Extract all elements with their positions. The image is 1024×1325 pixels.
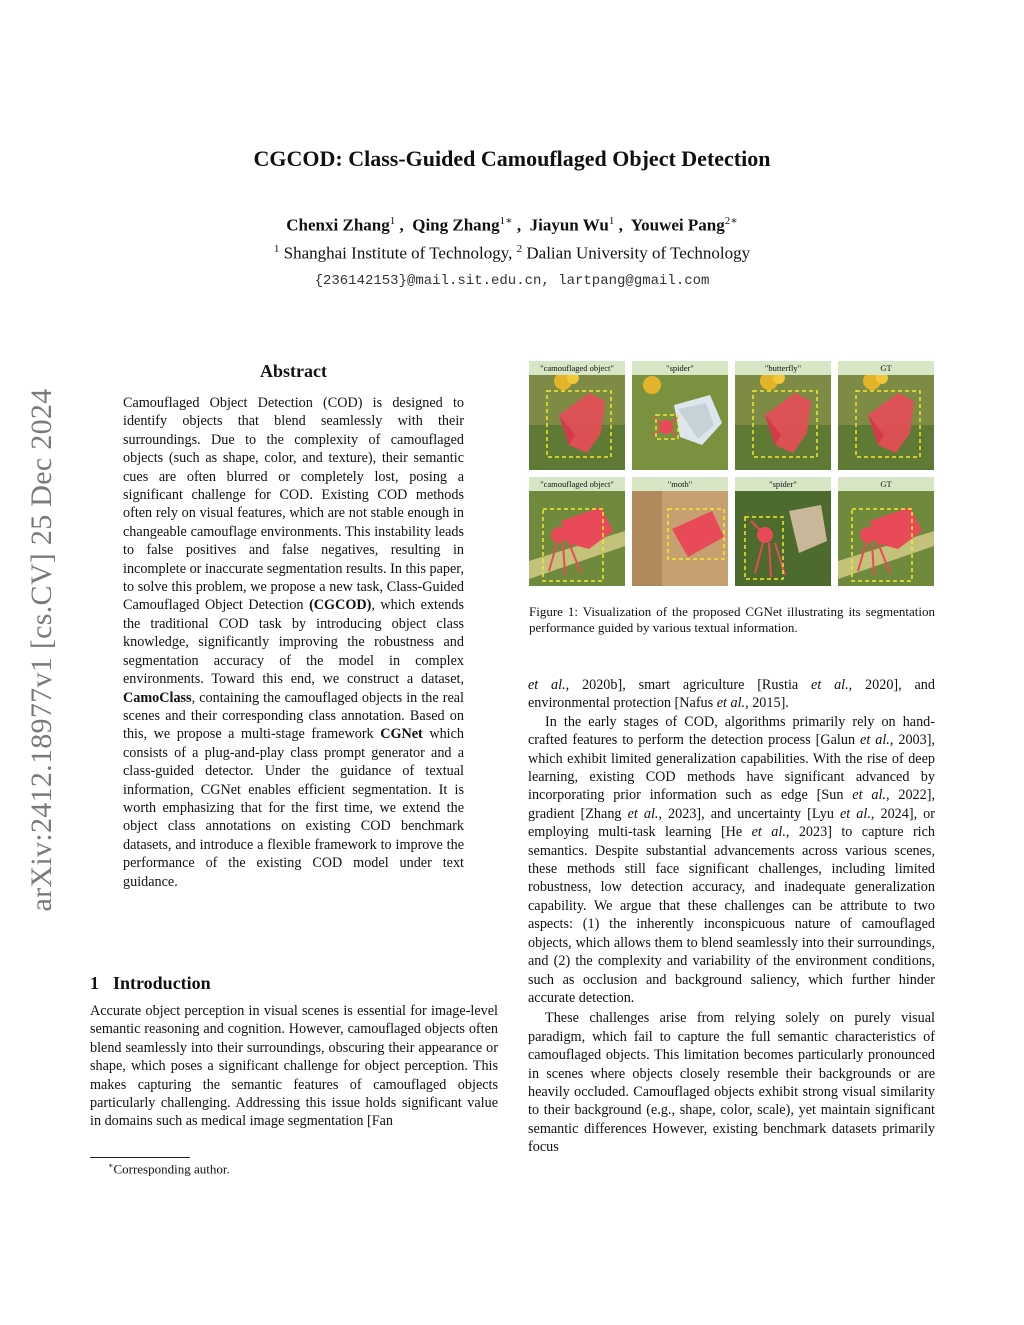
- author-emails: {236142153}@mail.sit.edu.cn, lartpang@gmail.com: [314, 273, 710, 289]
- footnote-text: Corresponding author.: [113, 1161, 230, 1177]
- method-name: CGNet: [380, 726, 423, 743]
- affiliations: [0, 243, 1024, 264]
- author-name: Chenxi Zhang: [286, 215, 390, 235]
- moth-mask-image: [632, 491, 728, 586]
- figure-panel: [838, 477, 934, 586]
- panel-label: GT: [838, 361, 934, 375]
- arxiv-identifier: arXiv:2412.18977v1 [cs.CV] 25 Dec 2024: [25, 388, 58, 912]
- task-name: (CGCOD): [309, 597, 372, 614]
- figure-panel: [529, 361, 625, 470]
- panel-label: GT: [838, 477, 934, 491]
- section-title: Introduction: [113, 973, 211, 993]
- author-affiliation-mark: 1∗: [499, 215, 513, 227]
- paragraph: In the early stages of COD, algorithms primarily rely on hand-crafted features to perform the detection process [Galun et al., 2003], which exhibit limited generalization capabilities. With the rise of deep learning, existing COD methods have significant advanced by incorporating prior information such as edge [Sun et al., 2022], gradient [Zhang et al., 2023], and uncertainty [Lyu et al., 2024], or employing multi-task learning [He et al., 2023] to capture rich semantics. Despite substantial advancements across various scenes, these methods still face significant challenges, including limited robustness, low detection accuracy, and inadequate generalization capability. We argue that these challenges can be attribute to two aspects: (1) the inherently inconspicuous nature of camouflaged objects, which allows them to blend seamlessly into their surroundings, and (2) the complexity and variability of the environment conditions, such as occlusion and background saliency, which further hinder accurate detection.: [528, 713, 936, 1006]
- figure-panel: [735, 361, 831, 470]
- panel-label: "camouflaged object": [529, 361, 625, 375]
- panel-label: "camouflaged object": [529, 477, 625, 491]
- affiliation-mark: 1: [273, 243, 280, 255]
- panel-label: "spider": [735, 477, 831, 491]
- section-heading-introduction: [90, 973, 211, 994]
- footnote-mark: ∗: [108, 1161, 114, 1170]
- figure-panel: [735, 477, 831, 586]
- footnote: [90, 1161, 230, 1177]
- panel-label: "spider": [632, 361, 728, 375]
- affiliation-name: Shanghai Institute of Technology,: [283, 243, 513, 263]
- moth-mask-image: [529, 491, 625, 586]
- spider-mask-image: [632, 375, 728, 470]
- dataset-name: CamoClass: [123, 689, 192, 706]
- author-affiliation-mark: 1: [389, 215, 396, 227]
- abstract-heading: Abstract: [260, 361, 327, 381]
- figure-panel: [632, 477, 728, 586]
- affiliation-mark: 2: [516, 243, 523, 255]
- figure-panel: [529, 477, 625, 586]
- panel-label: "butterfly": [735, 361, 831, 375]
- ground-truth-image: [838, 375, 934, 470]
- figure-1: [529, 361, 935, 591]
- right-column-text: [528, 676, 935, 1157]
- author-list: Chenxi Zhang$^1$ , Qing Zhang$^{1∗}$ , Jiayun Wu$^1$ , Youwei Pang$^{2∗}$: [286, 215, 738, 235]
- ground-truth-image: [838, 491, 934, 586]
- spider-mask-image: [735, 491, 831, 586]
- figure-caption: Figure 1: Visualization of the proposed CGNet illustrating its segmentation performance guided by various textual information.: [529, 604, 935, 635]
- affiliation-name: Dalian University of Technology: [526, 243, 751, 263]
- author-affiliation-mark: 2∗: [724, 215, 738, 227]
- butterfly-mask-image: [735, 375, 831, 470]
- author-name: Youwei Pang: [630, 215, 725, 235]
- paragraph: et al., 2020b], smart agriculture [Rustia et al., 2020], and environmental protection [Nafus et al., 2015].: [528, 677, 935, 712]
- figure-panel: [632, 361, 728, 470]
- section-number: 1: [90, 973, 99, 993]
- author-name: Jiayun Wu: [529, 215, 609, 235]
- author-affiliation-mark: 1: [608, 215, 615, 227]
- panel-label: "moth": [632, 477, 728, 491]
- abstract-body: Camouflaged Object Detection (COD) is designed to identify objects that blend seamlessly with their surroundings. Due to the complexity of camouflaged objects (such as shape, color, and texture), their semantic cues are often blurred or completely lost, posing a significant challenge for COD. Existing COD methods often rely on visual features, which are not stable enough in changeable camouflage environments. This instability leads to false positives and false negatives, resulting in incomplete or inaccurate segmentation results. In this paper, to solve this problem, we propose a new task, Class-Guided Camouflaged Object Detection (CGCOD), which extends the traditional COD task by introducing object class knowledge, significantly improving the robustness and segmentation accuracy of the model in complex environments. Toward this end, we construct a dataset, CamoClass, containing the camouflaged objects in the real scenes and their corresponding class annotation. Based on this, we propose a multi-stage framework CGNet which consists of a plug-and-play class prompt generator and a class-guided detector. Under the guidance of textual information, CGNet enables efficient segmentation. It is worth emphasizing that for the first time, we extend the object class annotations on existing COD benchmark datasets, and introduce a flexible framework to improve the performance of the existing COD model under text guidance.: [123, 395, 464, 890]
- figure-panel: [838, 361, 934, 470]
- paper-title: CGCOD: Class-Guided Camouflaged Object Detection: [253, 146, 771, 171]
- author-name: Qing Zhang: [412, 215, 500, 235]
- footnote-rule: [90, 1157, 190, 1158]
- paragraph: These challenges arise from relying solely on purely visual paradigm, which fail to capture the full semantic characteristics of camouflaged objects. This limitation becomes particularly pronounced in scenes where objects closely resemble their backgrounds or are heavily occluded. Camouflaged objects exhibit strong visual similarity to their background (e.g., shape, color, scale), yet maintain significant semantic differences However, existing benchmark datasets primarily focus: [528, 1010, 935, 1156]
- introduction-paragraph: Accurate object perception in visual scenes is essential for image-level semantic reasoning and cognition. However, camouflaged objects often blend seamlessly into their surroundings, obscuring their appearance or shape, which poses a significant challenge for object perception. This makes capturing the semantic features of camouflaged objects particularly challenging. Addressing this issue holds significant value in domains such as medical image segmentation [Fan: [90, 1003, 498, 1130]
- butterfly-mask-image: [529, 375, 625, 470]
